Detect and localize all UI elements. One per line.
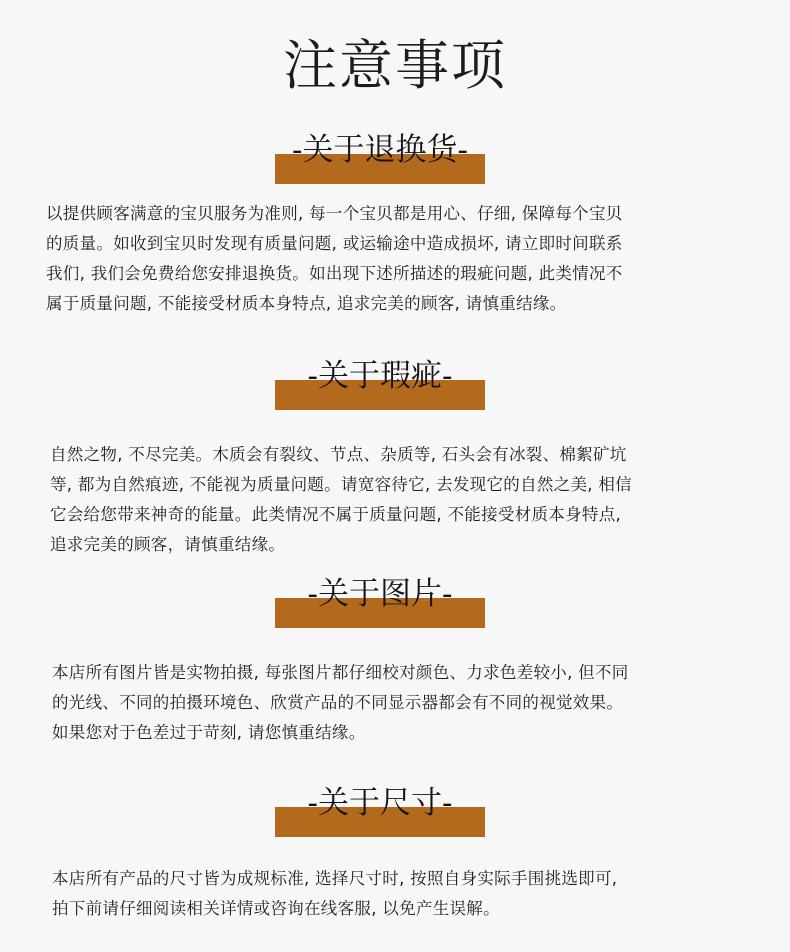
section-body-size [52, 864, 617, 924]
section-heading: -关于瑕疵- [307, 358, 453, 394]
section-header-returns [275, 128, 485, 184]
section-heading: -关于退换货- [292, 132, 468, 168]
paragraph-line: 拍下前请仔细阅读相关详情或咨询在线客服, 以免产生误解。 [52, 899, 500, 918]
paragraph-line: 追求完美的顾客，请慎重结缘。 [50, 535, 286, 554]
paragraph-line: 属于质量问题, 不能接受材质本身特点, 追求完美的顾客, 请慎重结缘。 [46, 294, 567, 313]
section-header-size [275, 781, 485, 837]
section-header-flaws [275, 354, 485, 410]
section-heading: -关于尺寸- [307, 785, 453, 821]
paragraph-line: 本店所有产品的尺寸皆为成规标准, 选择尺寸时, 按照自身实际手围挑选即可, [52, 869, 618, 888]
page-title: 注意事项 [283, 34, 507, 97]
paragraph-line: 我们, 我们会免费给您安排退换货。如出现下述所描述的瑕疵问题, 此类情况不 [46, 264, 623, 283]
section-body-returns [46, 199, 623, 319]
paragraph-line: 自然之物, 不尽完美。木质会有裂纹、节点、杂质等, 石头会有冰裂、棉絮矿坑 [50, 445, 627, 464]
paragraph-line: 本店所有图片皆是实物拍摄, 每张图片都仔细校对颜色、力求色差较小, 但不同 [52, 663, 629, 682]
paragraph-line: 的质量。如收到宝贝时发现有质量问题, 或运输途中造成损坏, 请立即时间联系 [46, 234, 623, 253]
paragraph-line: 如果您对于色差过于苛刻, 请您慎重结缘。 [52, 723, 366, 742]
paragraph-line: 以提供顾客满意的宝贝服务为准则, 每一个宝贝都是用心、仔细, 保障每个宝贝 [46, 204, 623, 223]
paragraph-line: 它会给您带来神奇的能量。此类情况不属于质量问题, 不能接受材质本身特点, [50, 505, 622, 524]
section-body-flaws [50, 440, 632, 560]
section-header-images [275, 572, 485, 628]
section-body-images [52, 658, 629, 748]
paragraph-line: 的光线、不同的拍摄环境色、欣赏产品的不同显示器都会有不同的视觉效果。 [52, 693, 624, 712]
section-heading: -关于图片- [307, 576, 453, 612]
paragraph-line: 等, 都为自然痕迹, 不能视为质量问题。请宽容待它, 去发现它的自然之美, 相信 [50, 475, 632, 494]
